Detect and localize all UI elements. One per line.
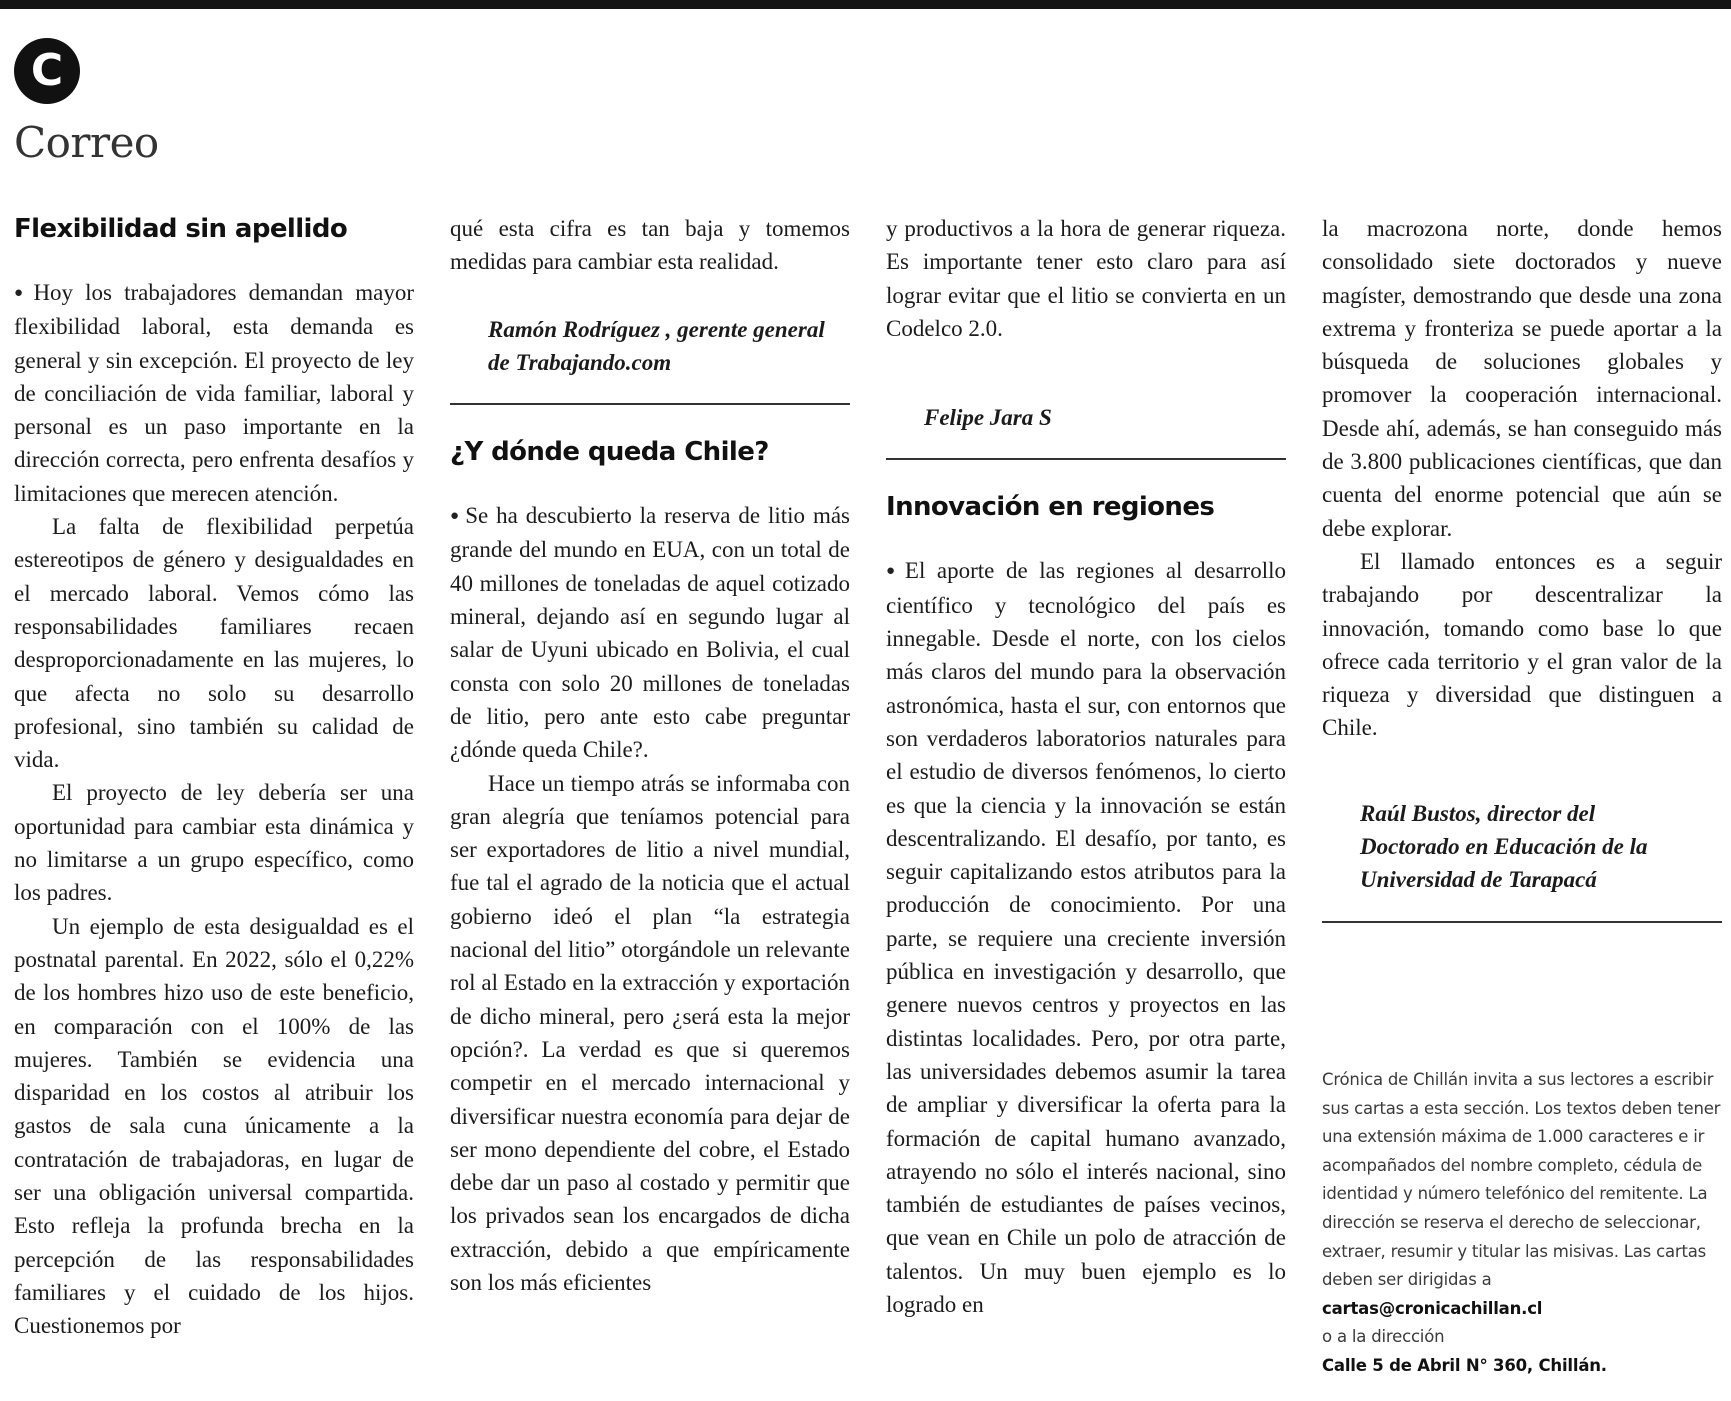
section-logo xyxy=(14,38,80,104)
section-title: Correo xyxy=(14,118,159,167)
letter-2-paragraph-2: Hace un tiempo atrás se informaba con gran alegría que teníamos potencial para ser exportadores de litio a nivel mundial, fue tal el agrado de la noticia que el actual gobierno ideó el plan “la estrategia nacional del litio” otorgándole un relevante rol al Estado en la extracción y exportación de dicho mineral, pero ¿será esta la mejor opción?. La verdad es que si queremos competir en el mercado internacional y diversificar nuestra economía para dejar de ser mono dependiente del cobre, el Estado debe dar un paso al costado y permitir que los privados sean los encargados de dicha extracción, debido a que empíricamente son los más eficientes xyxy=(450,770,850,1296)
letter-3-signature-line-1: Raúl Bustos, director del xyxy=(1360,800,1596,826)
letter-2-paragraph-2-continued: y productivos a la hora de generar riqueza. Es importante tener esto claro para así lograr evitar que el litio se convierta en un Codelco 2.0. xyxy=(886,216,1286,341)
letter-1-paragraph-2: La falta de flexibilidad perpetúa estereotipos de género y desigualdades en el mercado laboral. Vemos cómo las responsabilidades familiares recaen desproporcionadamente en las mujeres, lo que afecta no solo su desarrollo profesional, sino también su calidad de vida. xyxy=(14,514,414,773)
letter-3-paragraph-1 xyxy=(886,554,1286,1321)
column-1 xyxy=(14,212,414,1343)
letter-1-signature-line-2: de Trabajando.com xyxy=(488,349,672,375)
submission-notice xyxy=(1322,1066,1722,1381)
letter-1-paragraph-4: Un ejemplo de esta desigualdad es el postnatal parental. En 2022, sólo el 0,22% de los hombres hizo uso de este beneficio, en comparación con el 100% de las mujeres. También se evidencia una disparidad en los costos al atribuir los gastos de sala cuna únicamente a la contratación de trabajadoras, en lugar de ser una obligación universal compartida. Esto refleja la profunda brecha en la percepción de las responsabilidades familiares y el cuidado de los hijos. Cuestionemos por xyxy=(14,913,414,1339)
letter-3-headline: Innovación en regiones xyxy=(886,492,1215,523)
letter-3-paragraph-2: El llamado entonces es a seguir trabajando por descentralizar la innovación, tomando como base lo que ofrece cada territorio y el gran valor de la riqueza y diversidad que distinguen a Chile. xyxy=(1322,548,1722,741)
letter-2-paragraph-1-text: Se ha descubierto la reserva de litio más grande del mundo en EUA, con un total de 40 millones de toneladas de aquel cotizado mineral, dejando así en segundo lugar al salar de Uyuni ubicado en Bolivia, el cual consta con solo 20 millones de toneladas de litio, pero ante esto cabe preguntar ¿dónde queda Chile?. xyxy=(450,503,850,763)
letter-3-paragraph-1-text: El aporte de las regiones al desarrollo científico y tecnológico del país es innegable. Desde el norte, con los cielos más claros del mundo para la observación astronómica, hasta el sur, con entornos que son verdaderos laboratorios naturales para el estudio de diversos fenómenos, lo cierto es que la ciencia y la innovación se están descentralizando. El desafío, por tanto, es seguir capitalizando estos atributos para la producción de conocimiento. Por una parte, se requiere una creciente inversión pública en investigación y desarrollo, que genere nuevos centros y proyectos en las distintas localidades. Pero, por otra parte, las universidades debemos asumir la tarea de ampliar y diversificar la oferta para la formación de capital humano avanzado, atrayendo no sólo el interés nacional, sino también de estudiantes de países vecinos, que vean en Chile un polo de atracción de talentos. Un muy buen ejemplo es lo logrado en xyxy=(886,558,1286,1318)
notice-address: Calle 5 de Abril N° 360, Chillán. xyxy=(1322,1355,1607,1375)
letter-1-paragraph-3: El proyecto de ley debería ser una oportunidad para cambiar esta dinámica y no limitarse a un grupo específico, como los padres. xyxy=(14,780,414,906)
column-3 xyxy=(886,212,1286,1321)
letter-1-signature-line-1: Ramón Rodríguez , gerente general xyxy=(488,316,825,342)
letter-1-paragraph-1 xyxy=(14,276,414,510)
column-4 xyxy=(1322,212,1722,923)
section-logo-letter: C xyxy=(30,45,64,96)
letter-3-signature-line-2: Doctorado en Educación de la xyxy=(1360,834,1648,860)
notice-or-text: o a la dirección xyxy=(1322,1327,1445,1347)
letter-1-paragraph-4-continued: qué esta cifra es tan baja y tomemos medidas para cambiar esta realidad. xyxy=(450,216,850,275)
bullet-icon: ● xyxy=(886,563,901,580)
notice-text: Crónica de Chillán invita a sus lectores a escribir sus cartas a esta sección. Los textos deben tener una extensión máxima de 1.000 caracteres e ir acompañados del nombre completo, cédula de identidad y número telefónico del remitente. La dirección se reserva el derecho de seleccionar, extraer, resumir y titular las misivas. Las cartas deben ser dirigidas a xyxy=(1322,1070,1721,1290)
bullet-icon: ● xyxy=(14,285,30,301)
letter-2-paragraph-1 xyxy=(450,499,850,766)
letter-1-headline: Flexibilidad sin apellido xyxy=(14,214,348,244)
bullet-icon: ● xyxy=(450,508,462,525)
letter-1-paragraph-1-text: Hoy los trabajadores demandan mayor flexibilidad laboral, esta demanda es general y sin excepción. El proyecto de ley de conciliación de vida familiar, laboral y personal es un paso importante en la dirección correcta, pero enfrenta desafíos y limitaciones que merecen atención. xyxy=(14,280,415,506)
notice-email: cartas@cronicachillan.cl xyxy=(1322,1298,1543,1318)
column-2 xyxy=(450,212,850,1299)
letter-3-paragraph-1-continued: la macrozona norte, donde hemos consolidado siete doctorados y nueve magíster, demostrando que desde una zona extrema y fronteriza se puede aportar a la búsqueda de soluciones globales y promover la cooperación internacional. Desde ahí, además, se han conseguido más de 3.800 publicaciones científicas, que dan cuenta del enorme potencial que aún se debe explorar. xyxy=(1322,216,1722,541)
letter-2-signature: Felipe Jara S xyxy=(924,405,1052,431)
letter-3-signature-line-3: Universidad de Tarapacá xyxy=(1360,867,1597,893)
top-rule xyxy=(0,0,1731,9)
letter-2-headline: ¿Y dónde queda Chile? xyxy=(450,437,769,468)
divider xyxy=(1322,921,1722,923)
